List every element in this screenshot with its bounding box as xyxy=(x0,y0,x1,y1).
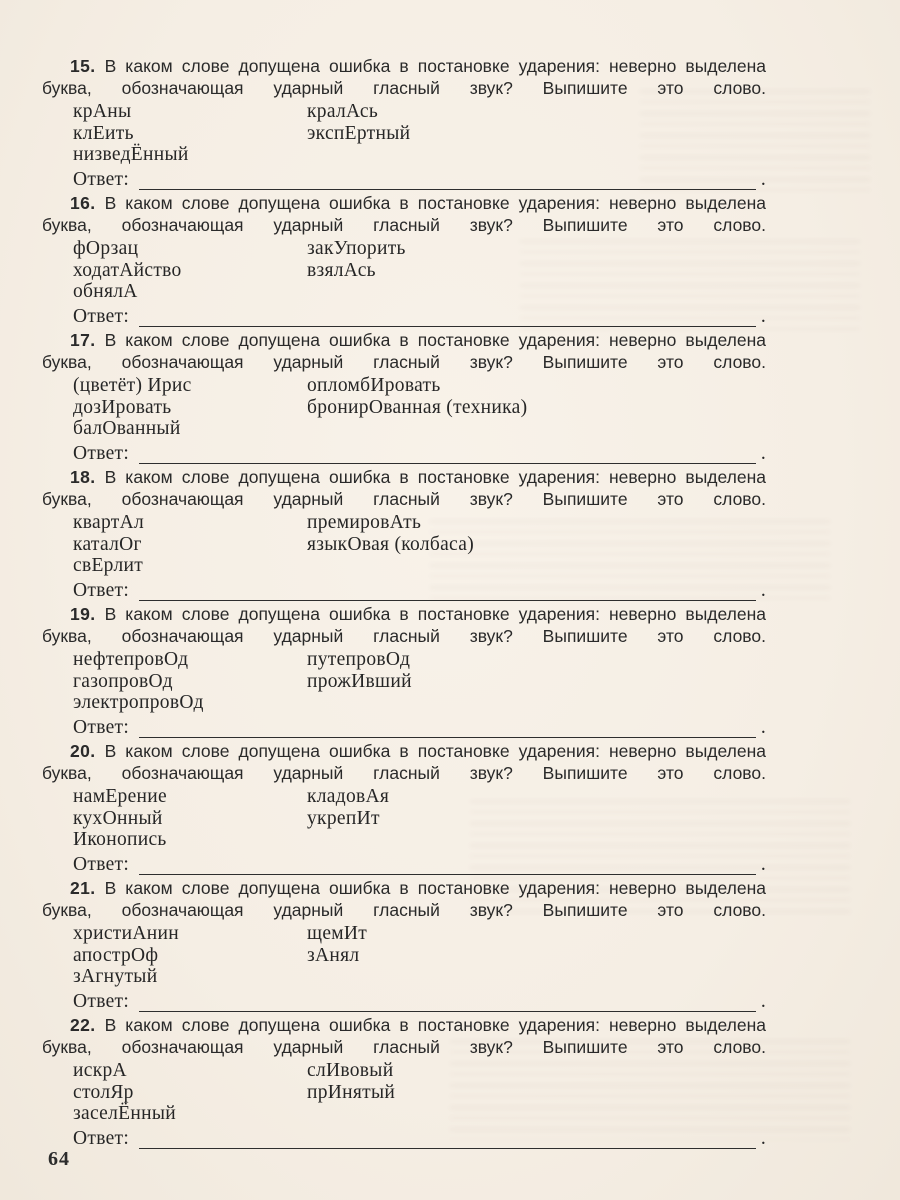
answer-period: . xyxy=(760,442,766,464)
word-list xyxy=(42,786,766,851)
word-option: укрепИт xyxy=(307,807,380,829)
word-list xyxy=(42,375,766,440)
word-option: слИвовый xyxy=(307,1060,394,1081)
word-column-2 xyxy=(307,649,766,714)
word-option: прожИвший xyxy=(307,670,412,692)
answer-label: Ответ: xyxy=(73,853,130,875)
word-column-1 xyxy=(73,375,307,440)
word-option: христиАнин xyxy=(73,923,179,944)
word-option: искрА xyxy=(73,1060,127,1081)
word-option: дозИровать xyxy=(73,396,172,418)
word-option: языкОвая (колбаса) xyxy=(307,533,474,555)
word-option: зАнял xyxy=(307,944,360,966)
word-list xyxy=(42,512,766,577)
word-option: балОванный xyxy=(73,418,181,439)
question-18 xyxy=(42,467,766,601)
question-19 xyxy=(42,604,766,738)
word-column-2 xyxy=(307,512,766,577)
word-column-1 xyxy=(73,238,307,303)
question-number: 17. xyxy=(70,330,96,350)
answer-row xyxy=(42,991,766,1013)
question-21 xyxy=(42,878,766,1012)
word-column-1 xyxy=(73,101,307,166)
word-option: путепровОд xyxy=(307,649,411,670)
answer-label: Ответ: xyxy=(73,1127,130,1149)
answer-label: Ответ: xyxy=(73,168,130,190)
question-number: 15. xyxy=(70,56,96,76)
question-prompt xyxy=(42,56,766,99)
answer-row xyxy=(42,1128,766,1150)
question-16 xyxy=(42,193,766,327)
word-option: бронирОванная (техника) xyxy=(307,396,528,418)
page-content xyxy=(42,56,766,1152)
answer-period: . xyxy=(760,853,766,875)
question-number: 18. xyxy=(70,467,96,487)
word-option: взялАсь xyxy=(307,259,376,281)
answer-label: Ответ: xyxy=(73,579,130,601)
word-column-2 xyxy=(307,375,766,440)
question-prompt xyxy=(42,1015,766,1058)
word-column-2 xyxy=(307,786,766,851)
question-prompt xyxy=(42,604,766,647)
word-option: обнялА xyxy=(73,281,138,302)
word-option: опломбИровать xyxy=(307,375,441,396)
question-20 xyxy=(42,741,766,875)
question-number: 20. xyxy=(70,741,96,761)
word-column-1 xyxy=(73,649,307,714)
question-text: В каком слове допущена ошибка в постановке ударения: неверно выделена буква, обозначающая ударный гласный звук? Выпишите это слово. xyxy=(42,330,766,372)
word-option: клЕить xyxy=(73,122,134,144)
question-text: В каком слове допущена ошибка в постановке ударения: неверно выделена буква, обозначающая ударный гласный звук? Выпишите это слово. xyxy=(42,1015,766,1057)
word-option: кралАсь xyxy=(307,101,379,122)
page-number: 64 xyxy=(48,1148,70,1170)
question-number: 21. xyxy=(70,878,96,898)
word-list xyxy=(42,238,766,303)
word-option: апострОф xyxy=(73,944,159,966)
question-15 xyxy=(42,56,766,190)
answer-blank xyxy=(139,446,756,464)
question-text: В каком слове допущена ошибка в постановке ударения: неверно выделена буква, обозначающая ударный гласный звук? Выпишите это слово. xyxy=(42,193,766,235)
word-option: столЯр xyxy=(73,1081,134,1103)
word-column-2 xyxy=(307,101,766,166)
word-option: фОрзац xyxy=(73,238,139,259)
answer-row xyxy=(42,306,766,328)
word-column-2 xyxy=(307,923,766,988)
answer-period: . xyxy=(760,990,766,1012)
question-prompt xyxy=(42,467,766,510)
answer-blank xyxy=(139,309,756,327)
answer-period: . xyxy=(760,305,766,327)
answer-label: Ответ: xyxy=(73,305,130,327)
word-option: каталОг xyxy=(73,533,142,555)
word-column-1 xyxy=(73,786,307,851)
question-22 xyxy=(42,1015,766,1149)
word-option: премировАть xyxy=(307,512,422,533)
word-option: экспЕртный xyxy=(307,122,411,144)
answer-row xyxy=(42,854,766,876)
word-list xyxy=(42,923,766,988)
word-option: нефтепровОд xyxy=(73,649,189,670)
question-number: 19. xyxy=(70,604,96,624)
question-text: В каком слове допущена ошибка в постановке ударения: неверно выделена буква, обозначающая ударный гласный звук? Выпишите это слово. xyxy=(42,741,766,783)
word-option: газопровОд xyxy=(73,670,173,692)
answer-blank xyxy=(139,1131,756,1149)
word-option: Иконопись xyxy=(73,829,167,850)
answer-blank xyxy=(139,583,756,601)
question-prompt xyxy=(42,741,766,784)
question-prompt xyxy=(42,193,766,236)
word-option: щемИт xyxy=(307,923,368,944)
word-option: кухОнный xyxy=(73,807,163,829)
word-list xyxy=(42,649,766,714)
answer-row xyxy=(42,717,766,739)
word-option: квартАл xyxy=(73,512,145,533)
word-column-1 xyxy=(73,1060,307,1125)
question-number: 16. xyxy=(70,193,96,213)
word-option: намЕрение xyxy=(73,786,167,807)
word-option: ходатАйство xyxy=(73,259,182,281)
answer-label: Ответ: xyxy=(73,442,130,464)
question-prompt xyxy=(42,330,766,373)
word-list xyxy=(42,1060,766,1125)
word-option: электропровОд xyxy=(73,692,204,713)
word-column-1 xyxy=(73,512,307,577)
word-option: крАны xyxy=(73,101,132,122)
word-list xyxy=(42,101,766,166)
answer-period: . xyxy=(760,168,766,190)
word-option: заселЁнный xyxy=(73,1103,176,1124)
word-option: кладовАя xyxy=(307,786,390,807)
word-column-1 xyxy=(73,923,307,988)
answer-period: . xyxy=(760,1127,766,1149)
answer-row xyxy=(42,580,766,602)
question-number: 22. xyxy=(70,1015,96,1035)
word-option: (цветёт) Ирис xyxy=(73,375,192,396)
question-text: В каком слове допущена ошибка в постановке ударения: неверно выделена буква, обозначающая ударный гласный звук? Выпишите это слово. xyxy=(42,878,766,920)
word-column-2 xyxy=(307,238,766,303)
question-text: В каком слове допущена ошибка в постановке ударения: неверно выделена буква, обозначающая ударный гласный звук? Выпишите это слово. xyxy=(42,467,766,509)
answer-label: Ответ: xyxy=(73,716,130,738)
question-17 xyxy=(42,330,766,464)
word-option: прИнятый xyxy=(307,1081,396,1103)
question-text: В каком слове допущена ошибка в постановке ударения: неверно выделена буква, обозначающая ударный гласный звук? Выпишите это слово. xyxy=(42,56,766,98)
answer-blank xyxy=(139,994,756,1012)
answer-label: Ответ: xyxy=(73,990,130,1012)
answer-row xyxy=(42,169,766,191)
question-prompt xyxy=(42,878,766,921)
word-option: закУпорить xyxy=(307,238,406,259)
word-option: низведЁнный xyxy=(73,144,189,165)
answer-blank xyxy=(139,172,756,190)
word-column-2 xyxy=(307,1060,766,1125)
answer-period: . xyxy=(760,579,766,601)
answer-blank xyxy=(139,720,756,738)
word-option: свЕрлит xyxy=(73,555,144,576)
answer-period: . xyxy=(760,716,766,738)
word-option: зАгнутый xyxy=(73,966,158,987)
answer-row xyxy=(42,443,766,465)
question-text: В каком слове допущена ошибка в постановке ударения: неверно выделена буква, обозначающая ударный гласный звук? Выпишите это слово. xyxy=(42,604,766,646)
answer-blank xyxy=(139,857,756,875)
